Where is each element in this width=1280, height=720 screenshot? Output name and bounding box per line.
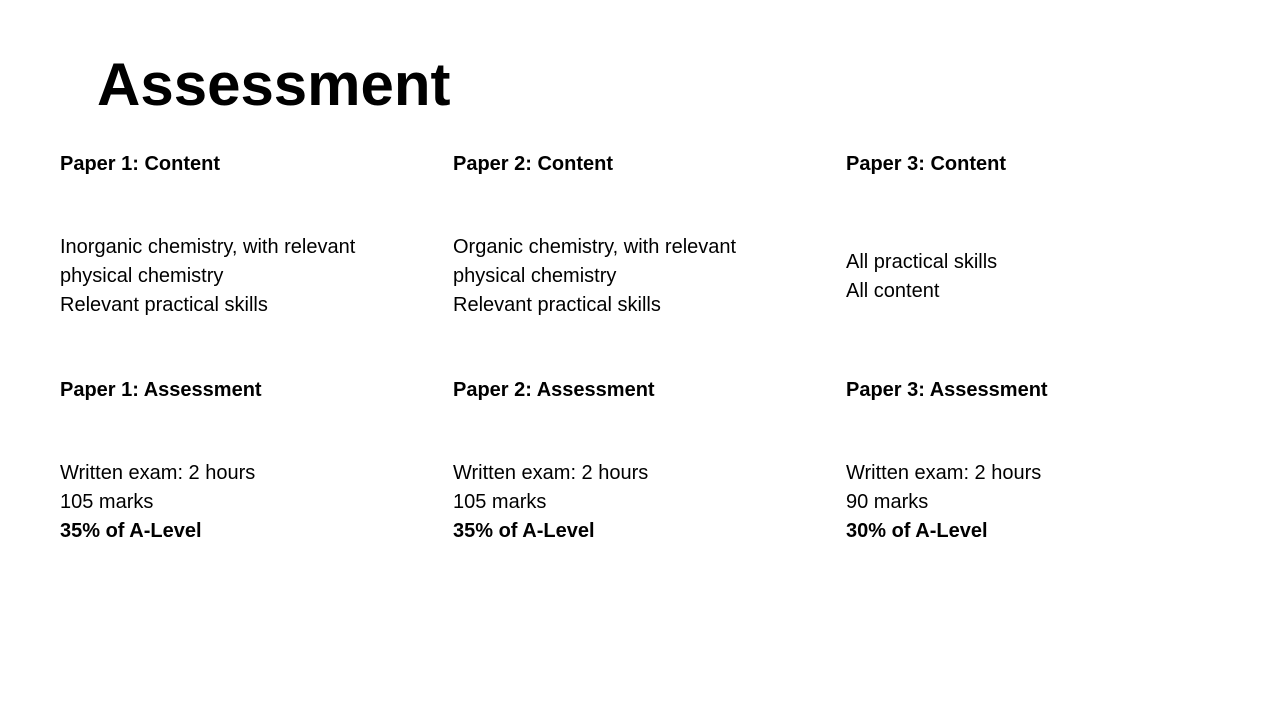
paper-3-content-list [846, 233, 1226, 320]
paper-1-content-line: physical chemistry [60, 265, 224, 287]
paper-1-assessment-heading: Paper 1: Assessment [60, 379, 262, 401]
paper-1-assessment-details [60, 459, 440, 546]
paper-3-assessment-details [846, 459, 1226, 546]
slide-title: Assessment [97, 51, 451, 118]
paper-1-column [60, 0, 440, 720]
paper-3-exam: Written exam: 2 hours [846, 462, 1042, 484]
paper-3-column [846, 0, 1226, 720]
paper-2-column [453, 0, 833, 720]
paper-3-content-heading: Paper 3: Content [846, 153, 1007, 175]
paper-1-content-line: Inorganic chemistry, with relevant [60, 236, 356, 258]
paper-3-assessment-heading: Paper 3: Assessment [846, 379, 1048, 401]
paper-1-exam: Written exam: 2 hours [60, 462, 256, 484]
paper-2-assessment-heading: Paper 2: Assessment [453, 379, 655, 401]
paper-3-content-line: All content [846, 279, 940, 302]
paper-2-content-line: Relevant practical skills [453, 294, 661, 316]
paper-2-content-heading: Paper 2: Content [453, 153, 614, 175]
paper-3-content-line: All practical skills [846, 250, 998, 273]
paper-2-marks: 105 marks [453, 491, 547, 513]
paper-2-weighting: 35% of A-Level [453, 520, 595, 542]
paper-2-assessment-details [453, 459, 833, 546]
paper-2-exam: Written exam: 2 hours [453, 462, 649, 484]
paper-1-content-line: Relevant practical skills [60, 294, 268, 316]
paper-1-marks: 105 marks [60, 491, 154, 513]
paper-1-content-heading: Paper 1: Content [60, 153, 221, 175]
paper-2-content-list [453, 233, 833, 320]
paper-1-content-list [60, 233, 440, 320]
paper-1-weighting: 35% of A-Level [60, 520, 202, 542]
paper-3-weighting: 30% of A-Level [846, 520, 988, 542]
paper-2-content-line: physical chemistry [453, 265, 617, 287]
paper-2-content-line: Organic chemistry, with relevant [453, 236, 737, 258]
paper-3-marks: 90 marks [846, 491, 929, 513]
